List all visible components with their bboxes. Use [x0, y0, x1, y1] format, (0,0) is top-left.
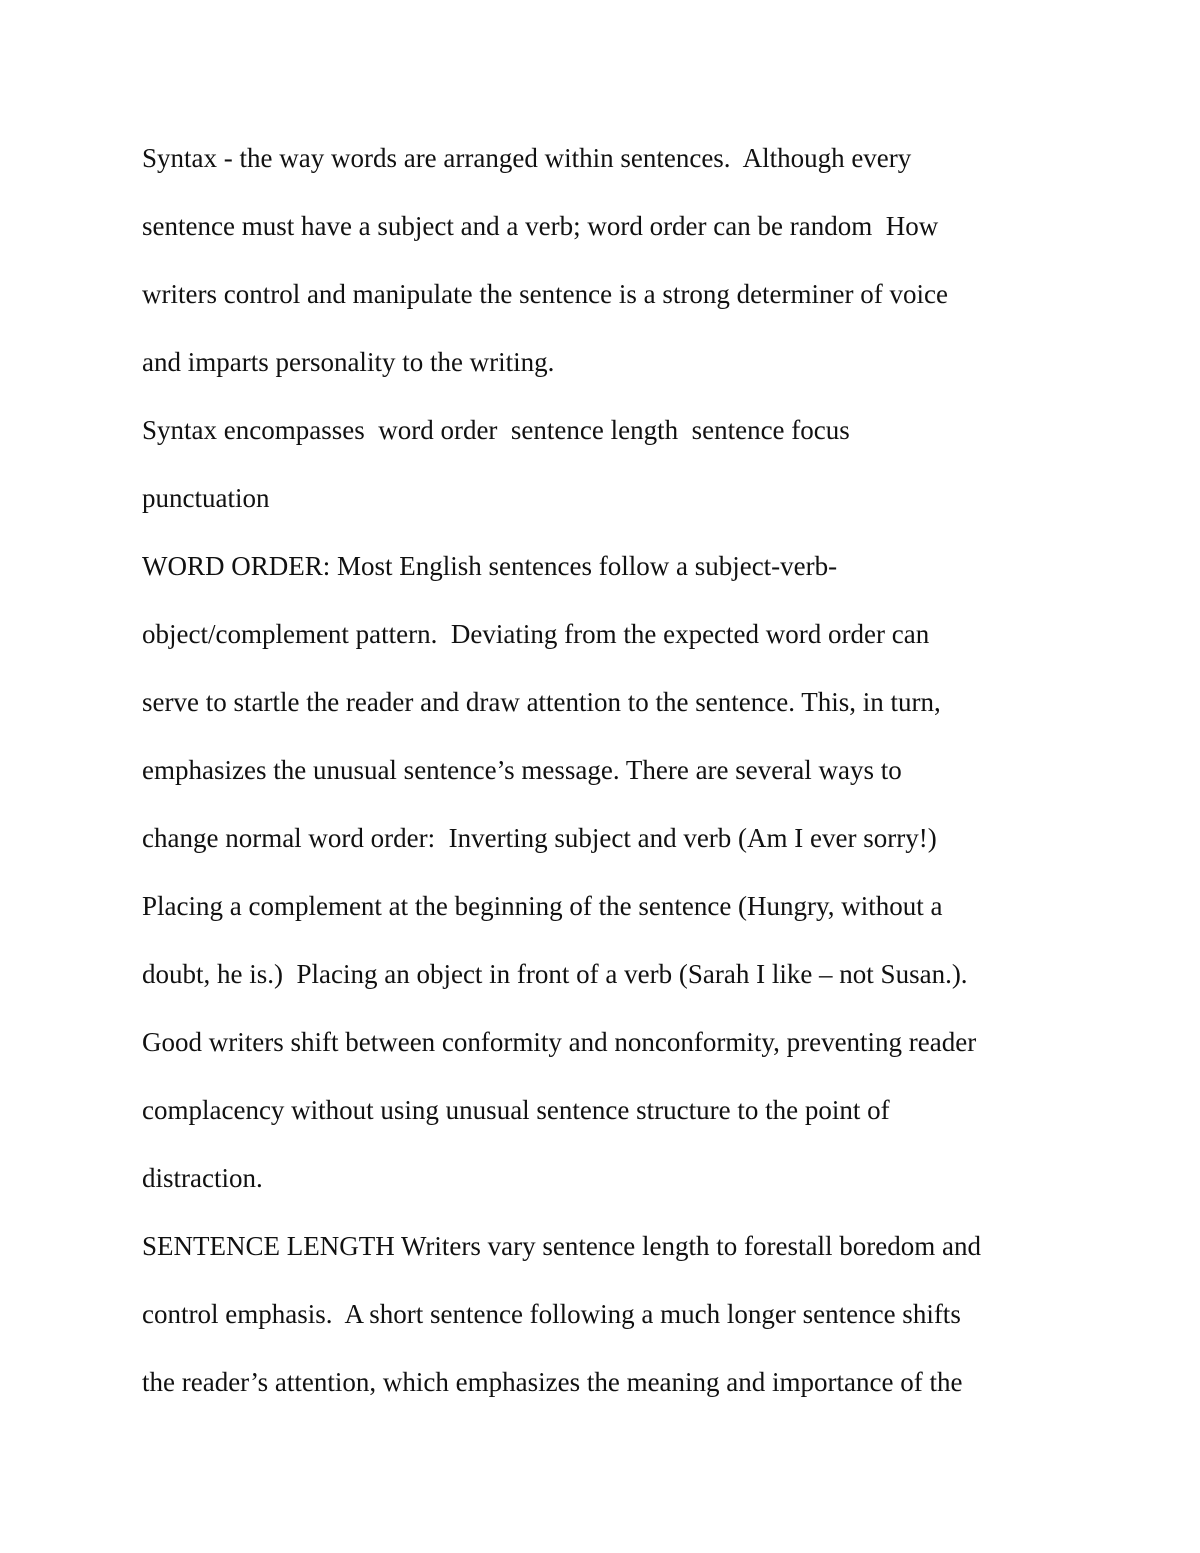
paragraph-sentence-length-line: control emphasis. A short sentence following a much longer sentence shifts	[142, 1299, 961, 1329]
paragraph-word-order-line: Placing a complement at the beginning of the sentence (Hungry, without a	[142, 891, 943, 921]
paragraph-word-order-line: Good writers shift between conformity and nonconformity, preventing reader	[142, 1027, 977, 1057]
paragraph-sentence-length-line: SENTENCE LENGTH Writers vary sentence length to forestall boredom and	[142, 1231, 981, 1261]
paragraph-syntax-definition-line: Syntax - the way words are arranged within sentences. Although every	[142, 143, 912, 173]
paragraph-syntax-definition-line: sentence must have a subject and a verb; word order can be random How	[142, 211, 939, 241]
paragraph-sentence-length-line: the reader’s attention, which emphasizes the meaning and importance of the	[142, 1367, 963, 1397]
paragraph-word-order-line: doubt, he is.) Placing an object in front of a verb (Sarah I like – not Susan.).	[142, 959, 968, 989]
paragraph-word-order-line: change normal word order: Inverting subject and verb (Am I ever sorry!)	[142, 823, 937, 853]
paragraph-word-order-line: emphasizes the unusual sentence’s message. There are several ways to	[142, 755, 902, 785]
paragraph-syntax-encompasses-line: punctuation	[142, 483, 270, 513]
paragraph-syntax-definition-line: writers control and manipulate the sentence is a strong determiner of voice	[142, 279, 948, 309]
paragraph-syntax-definition-line: and imparts personality to the writing.	[142, 347, 555, 377]
paragraph-word-order-line: complacency without using unusual sentence structure to the point of	[142, 1095, 890, 1125]
paragraph-word-order-line: serve to startle the reader and draw attention to the sentence. This, in turn,	[142, 687, 941, 717]
paragraph-syntax-encompasses-line: Syntax encompasses word order sentence length sentence focus	[142, 415, 850, 445]
paragraph-word-order-line: distraction.	[142, 1163, 263, 1193]
paragraph-word-order-line: object/complement pattern. Deviating from the expected word order can	[142, 619, 930, 649]
paragraph-word-order-line: WORD ORDER: Most English sentences follow a subject-verb-	[142, 551, 838, 581]
document-body	[142, 136, 1082, 1428]
